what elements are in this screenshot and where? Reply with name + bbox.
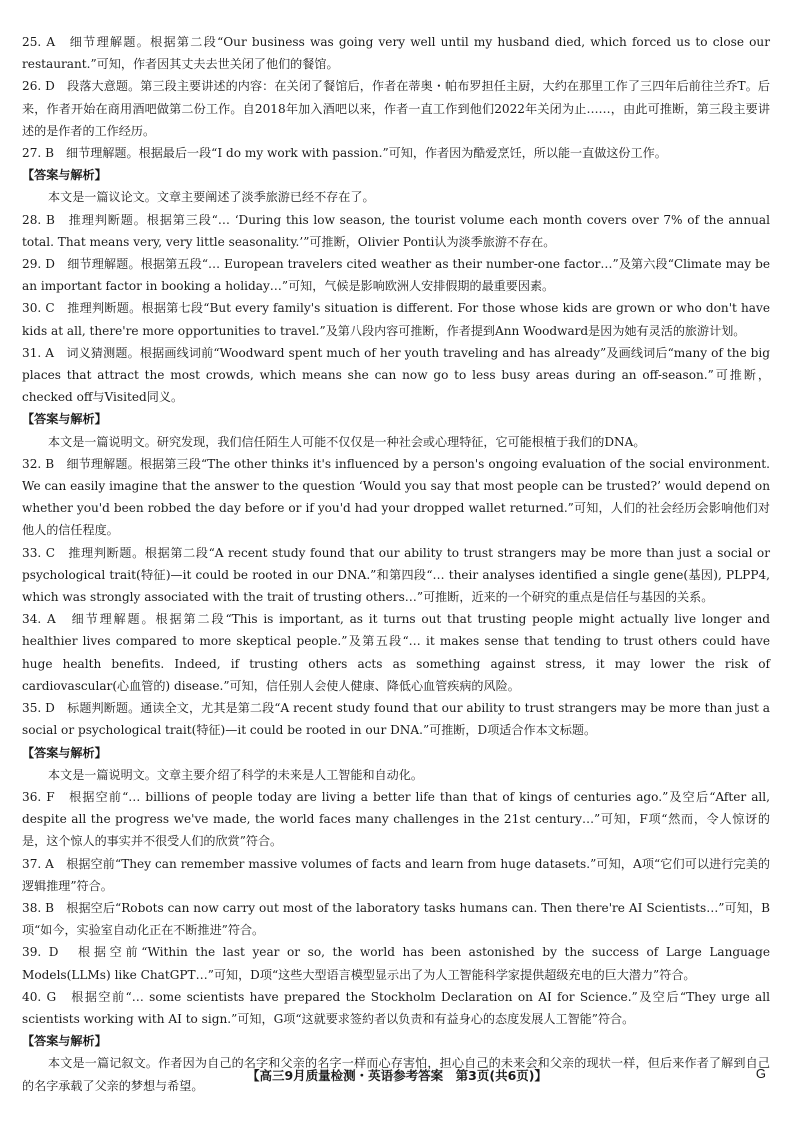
- paper-code: G: [755, 1066, 766, 1081]
- passage-summary: 本文是一篇说明文。文章主要介绍了科学的未来是人工智能和自动化。: [48, 767, 423, 782]
- passage-summary: 本文是一篇记叙文。作者因为自己的名字和父亲的名字一样而心存害怕，担心自己的未来会和父亲的现状一样，但后来作者了解到自己的名字承载了父亲的梦想与希望。: [22, 1056, 770, 1093]
- answer-27: 27. B 细节理解题。根据最后一段“I do my work with passion.”可知，作者因为酷爱烹饪，所以能一直做这份工作。: [22, 146, 667, 161]
- answer-36: 36. F 根据空前“… billions of people today are living a better life than that of kings of centuries ago.”及空后“After all, despite all the progress we've made, the world faces many challenges in the 21st century…”可知，F项“然而，令人惊讶的是，这个惊人的事实并不很受人们的欣赏”符合。: [22, 789, 770, 849]
- passage-summary: 本文是一篇说明文。研究发现，我们信任陌生人可能不仅仅是一种社会或心理特征，它可能根植于我们的DNA。: [48, 434, 646, 449]
- answer-key-page: [22, 31, 770, 1097]
- answer-35: 35. D 标题判断题。通读全文，尤其是第二段“A recent study found that our ability to trust strangers may be more than just a social or psychological trait(特征)—it could be rooted in our DNA.”可推断，D项适合作本文标题。: [22, 701, 770, 738]
- answer-38: 38. B 根据空后“Robots can now carry out most of the laboratory tasks humans can. Then there're AI Scientists…”可知，B项“如今，实验室自动化正在不断推进”符合。: [22, 900, 770, 938]
- section-heading: 【答案与解析】: [22, 745, 107, 760]
- answer-39: 39. D 根据空前“Within the last year or so, the world has been astonished by the success of Large Language Models(LLMs) like ChatGPT…”可知，D项“这些大型语言模型显示出了为人工智能科学家提供超级充电的巨大潜力”符合。: [22, 945, 770, 982]
- section-heading: 【答案与解析】: [22, 168, 107, 183]
- answer-26: 26. D 段落大意题。第三段主要讲述的内容：在关闭了餐馆后，作者在蒂奥・帕布罗担任主厨，大约在那里工作了三四年后前往兰乔T。后来，作者开始在商用酒吧做第二份工作。自2018年加入酒吧以来，作者一直工作到他们2022年关闭为止……，由此可推断，第三段主要讲述的是作者的工作经历。: [22, 79, 770, 138]
- answer-30: 30. C 推理判断题。根据第七段“But every family's situation is different. For those whose kids are grown or who don't have kids at all, there're more opportunities to travel.”及第八段内容可推断，作者提到Ann Woodward是因为她有灵活的旅游计划。: [22, 301, 770, 338]
- answer-32: 32. B 细节理解题。根据第三段“The other thinks it's influenced by a person's ongoing evaluation of the social environment. We can easily imagine that the answer to the question ‘Would you say that most people can be trusted?’ would depend on whether you'd been robbed the day before or if you'd had your dropped wallet returned.”可知，人们的社会经历会影响他们对他人的信任程度。: [22, 456, 770, 538]
- answer-33: 33. C 推理判断题。根据第二段“A recent study found that our ability to trust strangers may be more than just a social or psychological trait(特征)—it could be rooted in our DNA.”和第四段“… their analyses identified a single gene(基因), PLPP4, which was strongly associated with the trait of trusting others…”可推断，近来的一个研究的重点是信任与基因的关系。: [22, 545, 770, 605]
- answer-25: 25. A 细节理解题。根据第二段“Our business was going very well until my husband died, which forced us to close our restaurant.”可知，作者因其丈夫去世关闭了他们的餐馆。: [22, 35, 770, 72]
- answer-40: 40. G 根据空前“… some scientists have prepared the Stockholm Declaration on AI for Science.”及空后“They urge all scientists working with AI to sign.”可知，G项“这就要求签約者以负责和有益身心的态度发展人工智能”符合。: [22, 989, 770, 1026]
- answer-37: 37. A 根据空前“They can remember massive volumes of facts and learn from huge datasets.”可知，A项“它们可以进行完美的逻辑推理”符合。: [22, 856, 770, 893]
- section-heading: 【答案与解析】: [22, 1034, 107, 1049]
- passage-summary: 本文是一篇议论文。文章主要阐述了淡季旅游已经不存在了。: [48, 190, 375, 205]
- answer-29: 29. D 细节理解题。根据第五段“… European travelers cited weather as their number-one factor…”及第六段“Climate may be an important factor in booking a holiday…”可知，气候是影响欧洲人安排假期的最重要因素。: [22, 257, 770, 294]
- answer-28: 28. B 推理判断题。根据第三段“… ‘During this low season, the tourist volume each month covers over 7% of the annual total. That means very, very little seasonality.’”可推断，Olivier Ponti认为淡季旅游不存在。: [22, 212, 770, 249]
- page-footer: 【高三9月质量检测・英语参考答案 第3页(共6页)】: [246, 1068, 548, 1083]
- answer-34: 34. A 细节理解题。根据第二段“This is important, as it turns out that trusting people might actually live longer and healthier lives compared to more skeptical people.”及第五段“… it makes sense that tending to trust others could have huge health benefits. Indeed, if trusting others acts as something against stress, it may lower the risk of cardiovascular(心血管的) disease.”可知，信任别人会使人健康、降低心血管疾病的风险。: [22, 612, 770, 693]
- answer-31: 31. A 词义猜测题。根据画线词前“Woodward spent much of her youth traveling and has already”及画线词后“many of the big places that attract the most crowds, which means she can now go to less busy areas during an off-season.”可推断，checked off与Visited同义。: [22, 345, 770, 405]
- section-heading: 【答案与解析】: [22, 412, 107, 427]
